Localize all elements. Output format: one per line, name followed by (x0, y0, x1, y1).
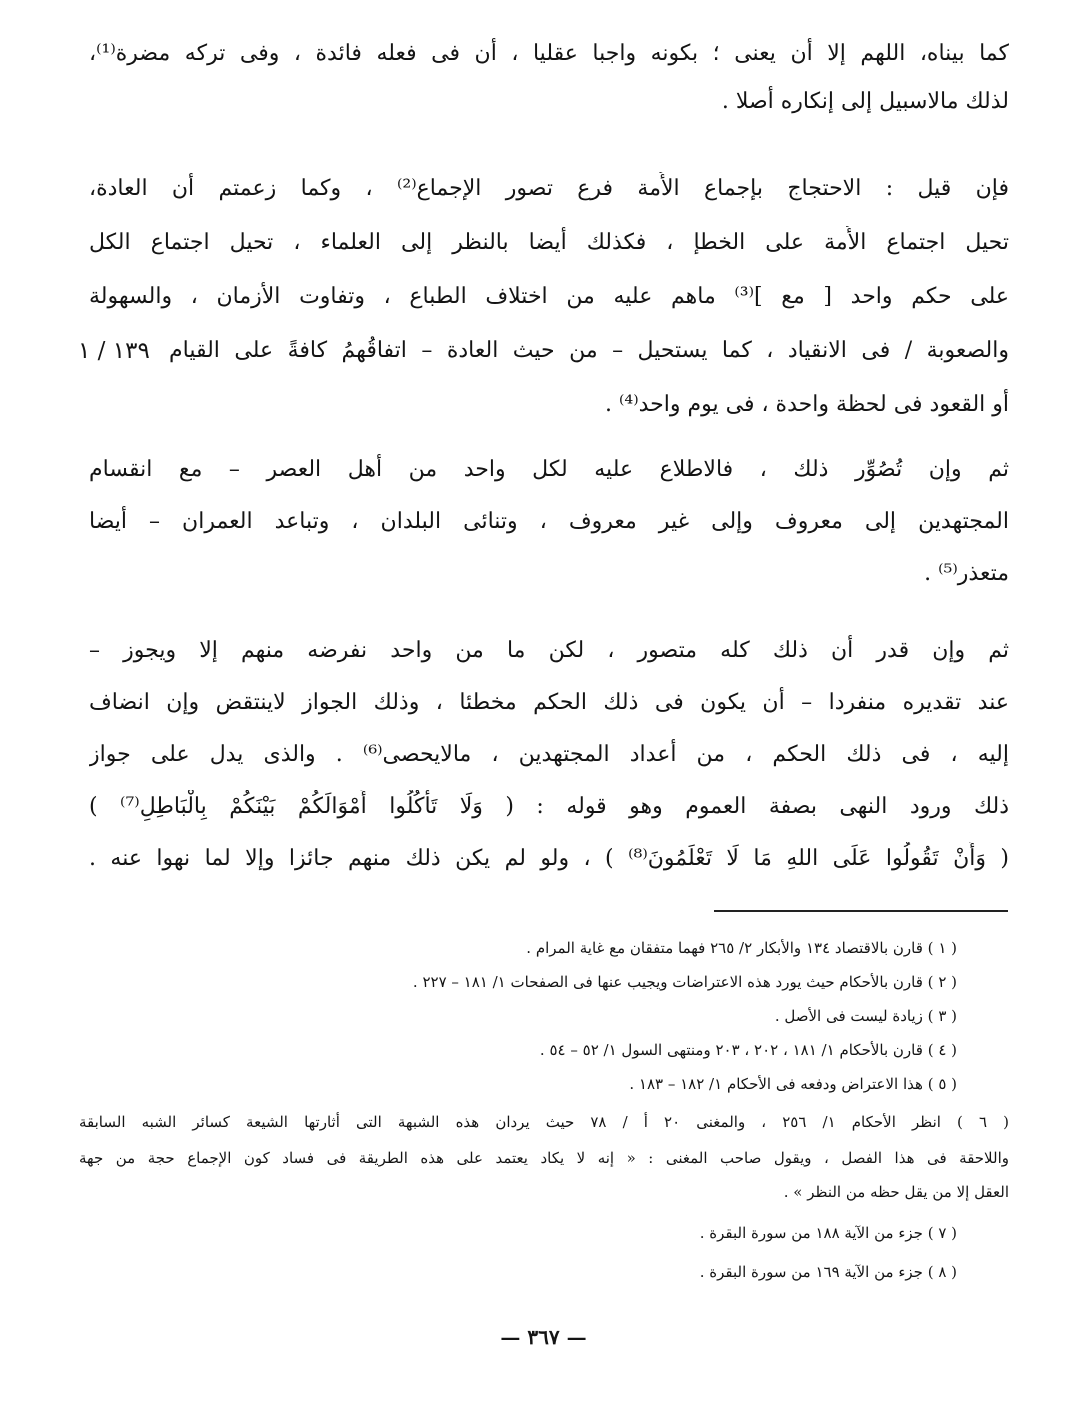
body-line: لذلك مالاسبيل إلى إنكاره أصلا . (721, 89, 1009, 114)
footnote: ( ٣ ) زيادة ليست فى الأصل . (774, 1007, 957, 1025)
body-line: كما بيناه، اللهم إلا أن يعنى ؛ بكونه واجبا عقليا ، أن فى فعله فائدة ، وفى تركه مضرة⁽¹⁾، (89, 41, 1009, 66)
body-line: ذلك ورود النهى بصفة العموم وهو قوله : ( وَلَا تَأْكُلُوا أَمْوَالَكُمْ بَيْنَكُمْ بِالْبَاطِلِ⁽⁷⁾ ) (89, 794, 1009, 819)
body-line: ثم وإن قدر أن ذلك كله متصور ، لكن ما من واحد نفرضه منهم إلا ويجوز – (89, 638, 1009, 663)
body-line: على حكم واحد [ مع ]⁽³⁾ ماهم عليه من اختلاف الطباع ، وتفاوت الأزمان ، والسهولة (89, 284, 1009, 309)
body-line: تحيل اجتماع الأُمة على الخطإ ، فكذلك أيضا بالنظر إلى العلماء ، تحيل اجتماع الكل (89, 230, 1009, 255)
body-line: المجتهدين إلى معروف وإلى غير معروف ، وتنائى البلدان ، وتباعد العمران – أيضا (89, 509, 1009, 534)
footnote: ( ٦ ) انظر الأحكام ١/ ٢٥٦ ، والمغنى ٢٠ أ / ٧٨ حيث يردان هذه الشبهة التى أثارتها الشيعة كسائر الشبه السابقة (79, 1113, 1009, 1131)
footnote: ( ٨ ) جزء من الآية ١٦٩ من سورة البقرة . (699, 1263, 957, 1281)
body-line: والصعوبة / فى الانقياد ، كما يستحيل – من حيث العادة – اتفاقُهمُ كافةً على القيام (169, 338, 1009, 363)
body-line: أو القعود فى لحظة واحدة ، فى يوم واحد⁽⁴⁾ . (605, 392, 1009, 417)
footnote: ( ٤ ) قارن بالأحكام ١/ ١٨١ ، ٢٠٢ ، ٢٠٣ ومنتهى السول ١/ ٥٢ – ٥٤ . (539, 1041, 957, 1059)
footnote: ( ٥ ) هذا الاعتراض ودفعه فى الأحكام ١/ ١٨٢ – ١٨٣ . (629, 1075, 957, 1093)
footnote: ( ٢ ) قارن بالأحكام حيث يورد هذه الاعتراضات ويجيب عنها فى الصفحات ١/ ١٨١ – ٢٢٧ . (412, 973, 957, 991)
body-line: ثم وإن تُصُوِّر ذلك ، فالاطلاع عليه لكل واحد من أهل العصر – مع انقسام (89, 457, 1009, 482)
body-line: فإن قيل : الاحتجاج بإجماع الأُمة فرع تصور الإجماع⁽²⁾ ، وكما زعمتم أن العادة، (89, 176, 1009, 201)
footnote-separator (714, 910, 1008, 912)
margin-folio-reference: ١٣٩ / ١ (78, 338, 150, 364)
footnote: ( ١ ) قارن بالاقتصاد ١٣٤ والأبكار ٢/ ٢٦٥ فهما متفقان مع غاية المرام . (526, 939, 957, 957)
footnote-continuation: واللاحقة فى هذا الفصل ، ويقول صاحب المغنى : « إنه لا يكاد يعتمد على هذه الطريقة فى فساد كون الإجماع حجة من جهة (79, 1149, 1009, 1167)
body-line: متعذر⁽⁵⁾ . (924, 561, 1009, 586)
footnote-continuation: العقل إلا من يقل حظه من النظر » . (783, 1183, 1009, 1201)
body-line: إليه ، فى ذلك الحكم ، من أعداد المجتهدين ، مالايحصى⁽⁶⁾ . والذى يدل على جواز (89, 742, 1009, 767)
page-number: — ٣٦٧ — (500, 1325, 587, 1349)
footnote: ( ٧ ) جزء من الآية ١٨٨ من سورة البقرة . (699, 1224, 957, 1242)
body-line: ( وَأَنْ تَقُولُوا عَلَى اللهِ مَا لَا تَعْلَمُونَ⁽⁸⁾ ) ، ولو لم يكن ذلك منهم جائزا وإلا لما نهوا عنه . (89, 846, 1009, 871)
body-line: عند تقديره منفردا – أن يكون فى ذلك الحكم مخطئا ، وذلك الجواز لاينتقض وإن انضاف (89, 690, 1009, 715)
